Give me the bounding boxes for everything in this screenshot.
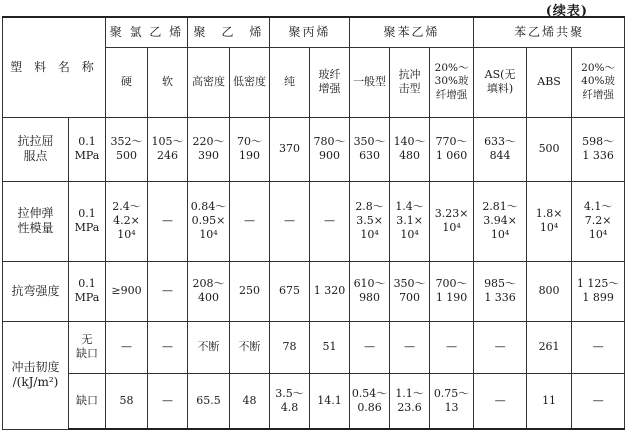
row-sublabel-unnotched: 无 缺口 xyxy=(69,321,106,373)
table-cell: 3.5～ 4.8 xyxy=(270,373,310,429)
table-cell: — xyxy=(230,181,270,261)
plastic-name-header: 塑 料 名 称 xyxy=(3,17,106,117)
table-cell: — xyxy=(106,321,148,373)
table-cell: 0.84～ 0.95× 10⁴ xyxy=(188,181,230,261)
table-cell: 250 xyxy=(230,261,270,321)
table-cell: 4.1～ 7.2× 10⁴ xyxy=(572,181,625,261)
row-unit: 0.1 MPa xyxy=(69,117,106,181)
table-cell: 598～ 1 336 xyxy=(572,117,625,181)
table-cell: — xyxy=(148,373,188,429)
table-cell: 985～ 1 336 xyxy=(474,261,527,321)
sub-header: 一般型 xyxy=(350,47,390,117)
plastics-properties-table xyxy=(2,16,625,430)
table-cell: 70～ 190 xyxy=(230,117,270,181)
table-cell: 0.75～ 13 xyxy=(430,373,474,429)
table-cell: — xyxy=(148,181,188,261)
table-cell: 220～ 390 xyxy=(188,117,230,181)
group-header-pp: 聚丙烯 xyxy=(270,17,350,47)
table-cell: 700～ 1 190 xyxy=(430,261,474,321)
table-cell: 500 xyxy=(527,117,572,181)
table-cell: 208～ 400 xyxy=(188,261,230,321)
table-cell: 11 xyxy=(527,373,572,429)
group-header-styrene-copolymer: 苯乙烯共聚 xyxy=(474,17,625,47)
table-cell: — xyxy=(572,373,625,429)
table-cell: — xyxy=(474,321,527,373)
table-cell: — xyxy=(390,321,430,373)
table-cell: 58 xyxy=(106,373,148,429)
sub-header: 抗冲 击型 xyxy=(390,47,430,117)
row-label-tensile-modulus: 拉伸弹 性模量 xyxy=(3,181,69,261)
table-cell: — xyxy=(572,321,625,373)
table-cell: 2.8～ 3.5× 10⁴ xyxy=(350,181,390,261)
table-cell: 350～ 630 xyxy=(350,117,390,181)
table-cell: 140～ 480 xyxy=(390,117,430,181)
sub-header: 玻纤 增强 xyxy=(310,47,350,117)
row-label-impact-toughness: 冲击韧度 /(kJ/m²) xyxy=(3,321,69,429)
table-cell: — xyxy=(310,181,350,261)
table-cell: 675 xyxy=(270,261,310,321)
sub-header: 硬 xyxy=(106,47,148,117)
table-cell: — xyxy=(430,321,474,373)
table-cell: — xyxy=(474,373,527,429)
table-cell: 610～ 980 xyxy=(350,261,390,321)
group-header-ps: 聚苯乙烯 xyxy=(350,17,474,47)
table-cell: 0.54～ 0.86 xyxy=(350,373,390,429)
group-header-pvc: 聚 氯 乙 烯 xyxy=(106,17,188,47)
table-cell: 370 xyxy=(270,117,310,181)
table-cell: 1.4～ 3.1× 10⁴ xyxy=(390,181,430,261)
table-cell: 633～ 844 xyxy=(474,117,527,181)
sub-header: 软 xyxy=(148,47,188,117)
table-cell: 51 xyxy=(310,321,350,373)
table-cell: 800 xyxy=(527,261,572,321)
table-cell: 350～ 700 xyxy=(390,261,430,321)
table-cell: 48 xyxy=(230,373,270,429)
table-cell: 不断 xyxy=(230,321,270,373)
row-unit: 0.1 MPa xyxy=(69,261,106,321)
table-cell: ≥900 xyxy=(106,261,148,321)
table-cell: — xyxy=(148,321,188,373)
table-cell: 2.4～ 4.2× 10⁴ xyxy=(106,181,148,261)
table-cell: 14.1 xyxy=(310,373,350,429)
table-cell: 780～ 900 xyxy=(310,117,350,181)
table-cell: 352～ 500 xyxy=(106,117,148,181)
table-cell: — xyxy=(148,261,188,321)
group-header-pe: 聚 乙 烯 xyxy=(188,17,270,47)
table-caption: (续表) xyxy=(545,4,588,19)
table-cell: 65.5 xyxy=(188,373,230,429)
table-cell: 1 125～ 1 899 xyxy=(572,261,625,321)
table-cell: 1.8× 10⁴ xyxy=(527,181,572,261)
table-cell: — xyxy=(270,181,310,261)
table-cell: 1.1～ 23.6 xyxy=(390,373,430,429)
table-cell: 105～ 246 xyxy=(148,117,188,181)
table-cell: 1 320 xyxy=(310,261,350,321)
row-label-flexural-strength: 抗弯强度 xyxy=(3,261,69,321)
row-sublabel-notched: 缺口 xyxy=(69,373,106,429)
sub-header: AS(无 填料) xyxy=(474,47,527,117)
sub-header: 20%～ 40%玻 纤增强 xyxy=(572,47,625,117)
sub-header: 低密度 xyxy=(230,47,270,117)
row-label-tensile-yield: 抗拉屈 服点 xyxy=(3,117,69,181)
table-cell: 261 xyxy=(527,321,572,373)
sub-header: ABS xyxy=(527,47,572,117)
sub-header: 纯 xyxy=(270,47,310,117)
table-cell: 78 xyxy=(270,321,310,373)
table-cell: 不断 xyxy=(188,321,230,373)
table-cell: 3.23× 10⁴ xyxy=(430,181,474,261)
table-cell: — xyxy=(350,321,390,373)
table-cell: 770～ 1 060 xyxy=(430,117,474,181)
table-cell: 2.81～ 3.94× 10⁴ xyxy=(474,181,527,261)
row-unit: 0.1 MPa xyxy=(69,181,106,261)
sub-header: 20%～ 30%玻 纤增强 xyxy=(430,47,474,117)
sub-header: 高密度 xyxy=(188,47,230,117)
